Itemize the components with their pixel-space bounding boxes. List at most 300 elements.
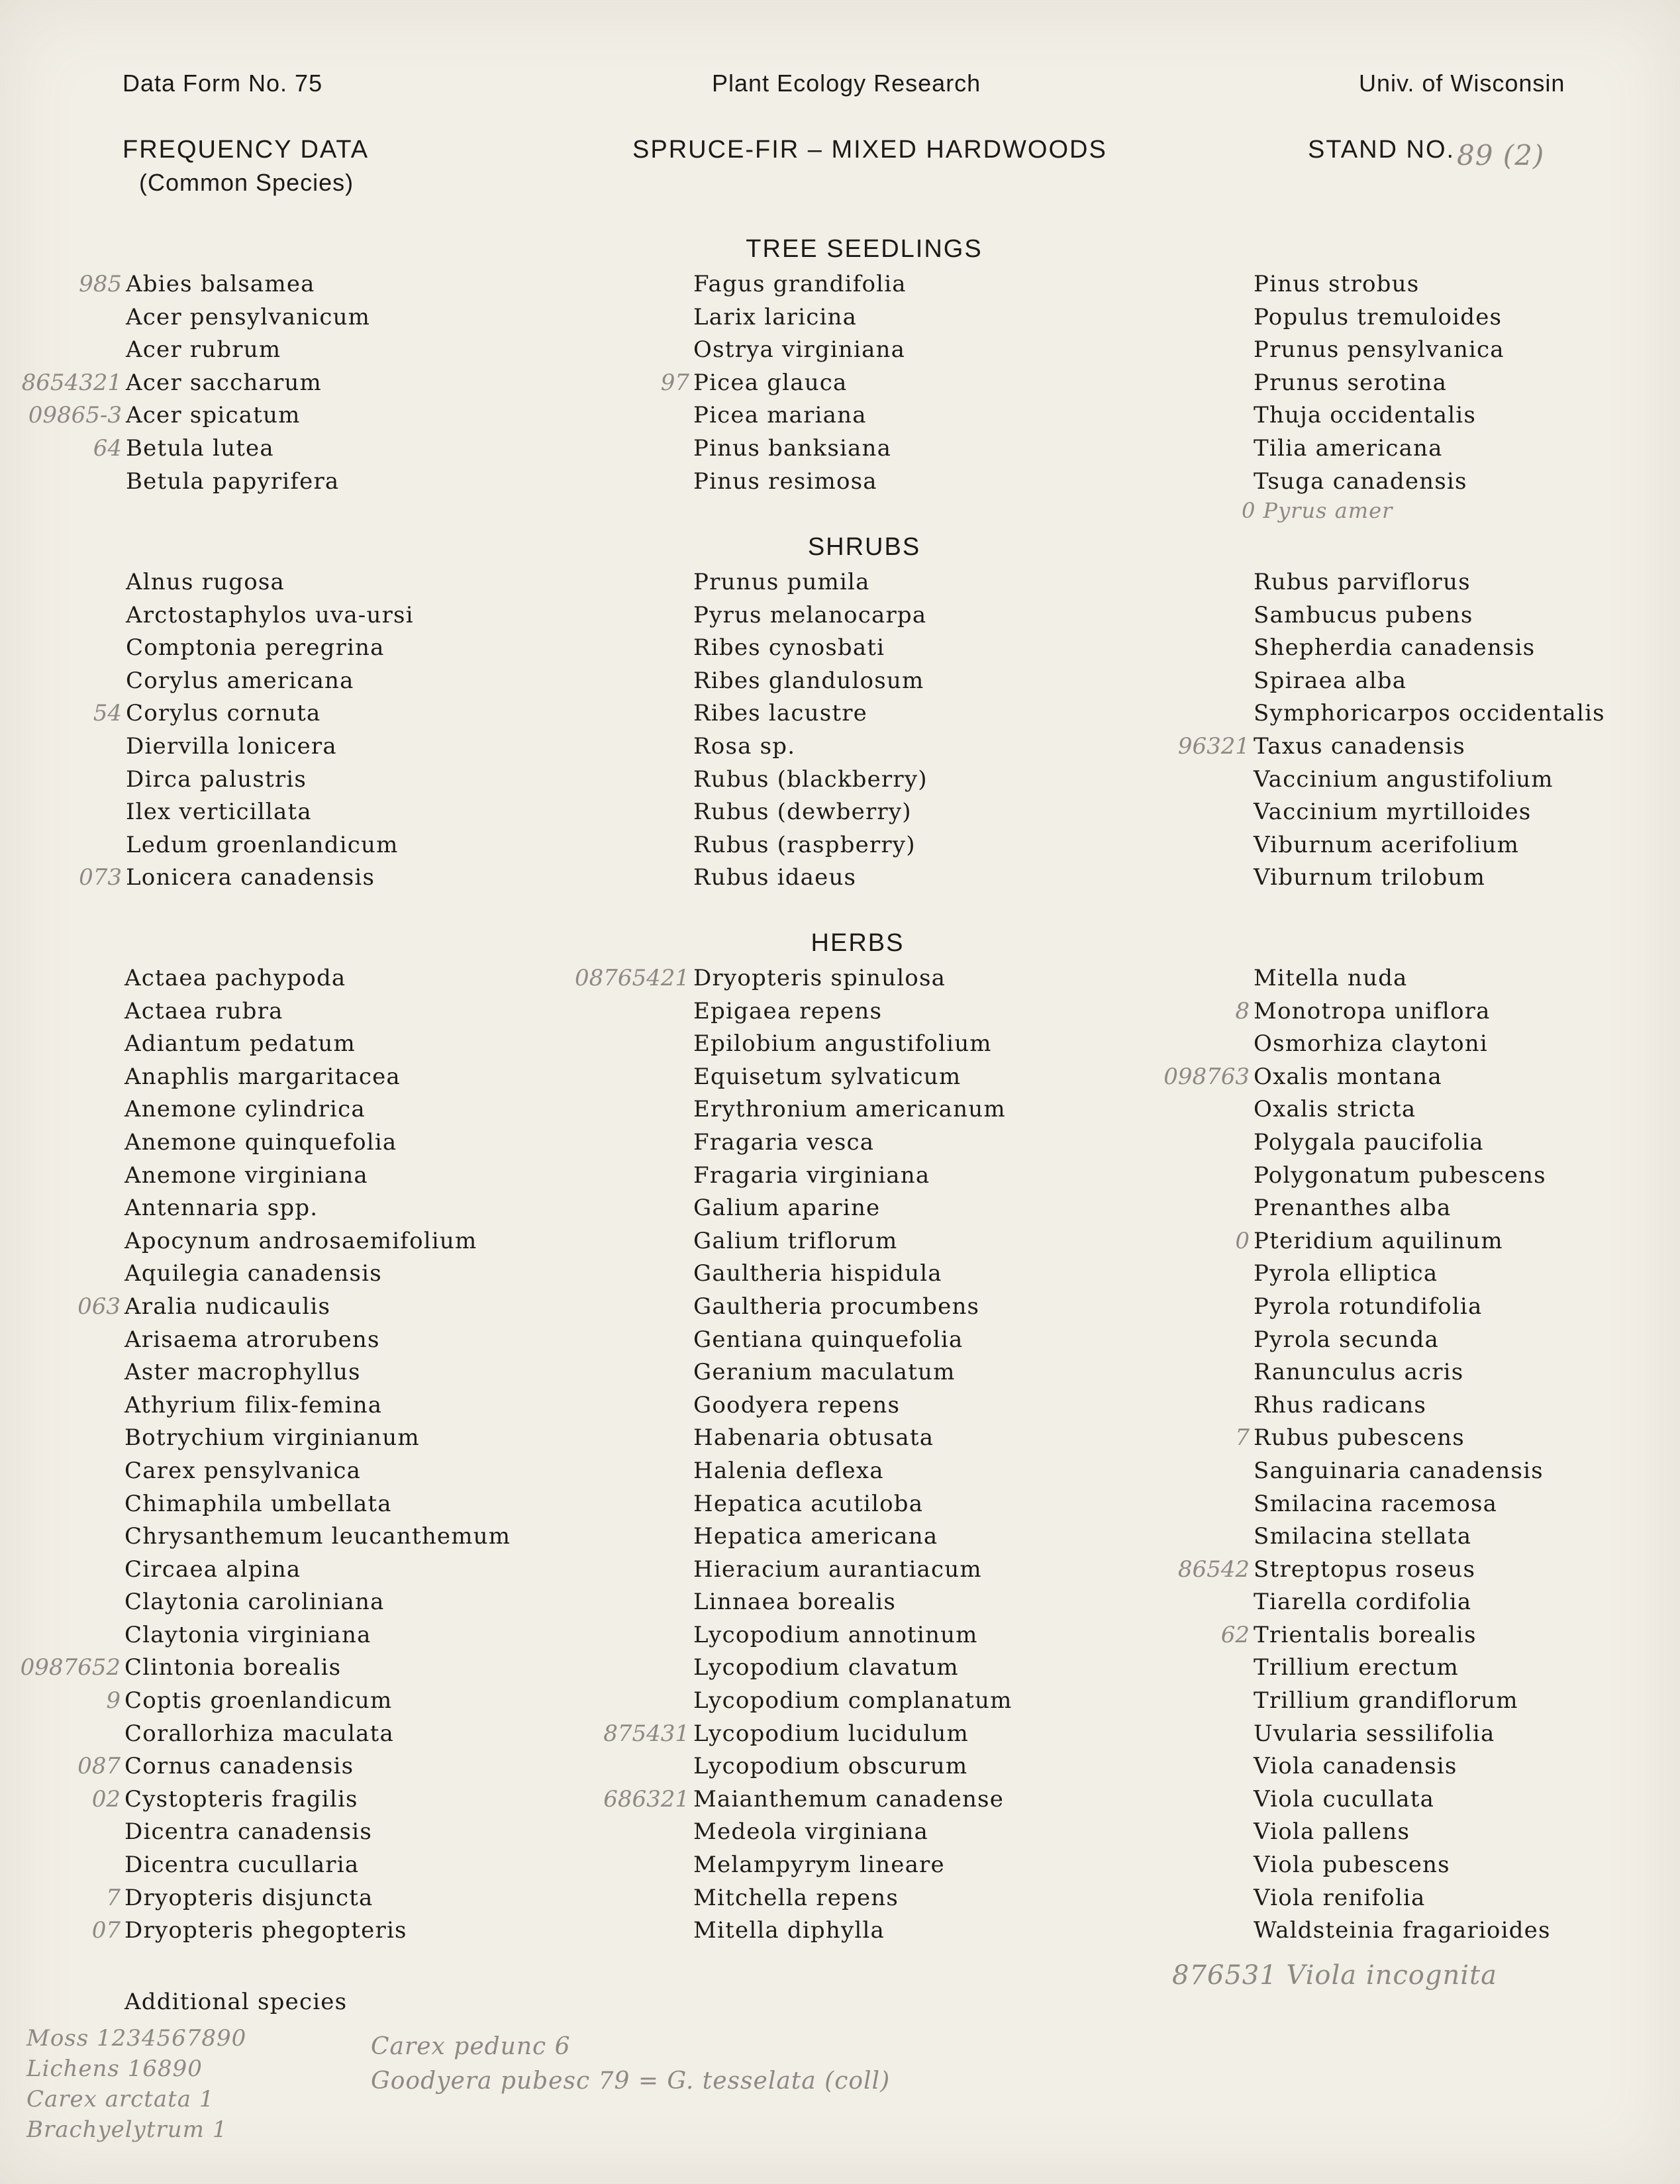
species-name: Rubus (blackberry) [693, 766, 928, 793]
species-entry [93, 432, 370, 466]
species-name: Dirca palustris [126, 766, 307, 793]
species-entry [124, 1225, 511, 1258]
species-name: Prunus serotina [1254, 369, 1448, 396]
species-entry [1254, 764, 1605, 797]
species-entry [91, 1783, 511, 1816]
species-name: Viburnum trilobum [1254, 864, 1486, 891]
species-name: Acer rubrum [126, 336, 281, 364]
species-name: Galium aparine [693, 1195, 881, 1222]
species-name: Pyrus melanocarpa [693, 601, 927, 628]
species-entry [1254, 962, 1551, 995]
species-entry [1254, 432, 1505, 466]
species-name: Athyrium filix-femina [124, 1391, 383, 1418]
species-name: Dicentra cucullaria [124, 1852, 360, 1879]
species-name: Lycopodium obscurum [693, 1753, 968, 1780]
species-name: Hepatica acutiloba [693, 1490, 924, 1517]
species-entry [1254, 1750, 1551, 1783]
species-entry [1254, 796, 1605, 829]
species-entry [693, 1455, 1013, 1488]
species-name: Ranunculus acris [1254, 1359, 1464, 1386]
species-name: Maianthemum canadense [693, 1785, 1005, 1812]
species-entry [693, 665, 928, 698]
species-entry [106, 1685, 511, 1718]
species-entry [693, 1652, 1013, 1685]
species-name: Mitella nuda [1254, 965, 1408, 991]
handwritten-line: Goodyera pubesc 79 = G. tesselata (coll) [371, 2067, 891, 2095]
species-entry [79, 862, 414, 895]
species-entry [124, 1093, 511, 1126]
species-name: Claytonia virginiana [124, 1621, 371, 1648]
species-entry [1254, 665, 1605, 698]
species-name: Aster macrophyllus [124, 1359, 361, 1386]
species-entry [1254, 1586, 1551, 1619]
species-name: Streptopus roseus [1254, 1556, 1476, 1583]
shrubs-col-2 [693, 566, 928, 895]
species-entry [693, 1291, 1013, 1324]
species-name: Galium triflorum [693, 1227, 898, 1254]
species-name: Cornus canadensis [124, 1753, 354, 1780]
species-name: Viola pubescens [1254, 1852, 1450, 1879]
herbs-col-2 [574, 962, 1013, 1948]
species-name: Waldsteinia fragarioides [1254, 1917, 1551, 1944]
species-entry [693, 334, 907, 367]
species-name: Medeola virginiana [693, 1818, 929, 1846]
species-name: Hepatica americana [693, 1523, 938, 1550]
additional-species-label: Additional species [124, 1989, 348, 2015]
species-name: Smilacina stellata [1254, 1523, 1472, 1550]
species-entry [1254, 1652, 1551, 1685]
species-entry [693, 268, 907, 301]
species-entry [660, 367, 907, 400]
species-entry [574, 962, 1013, 995]
species-name: Hieracium aurantiacum [693, 1556, 982, 1583]
species-name: Picea mariana [693, 402, 867, 429]
species-name: Mitchella repens [693, 1884, 899, 1911]
handwritten-frequency-note: 0987652 [20, 1654, 121, 1681]
species-entry [124, 962, 511, 995]
species-name: Aquilegia canadensis [124, 1260, 382, 1287]
species-entry [1254, 1126, 1551, 1160]
species-entry [693, 1849, 1013, 1882]
handwritten-frequency-note: 9 [106, 1687, 121, 1714]
species-entry [1235, 1225, 1551, 1258]
species-name: Comptonia peregrina [126, 634, 385, 662]
stand-label: STAND NO. [1308, 136, 1456, 164]
species-name: Spiraea alba [1254, 667, 1407, 694]
species-entry [693, 1126, 1013, 1160]
species-entry [126, 599, 414, 632]
handwritten-frequency-note: 875431 [603, 1720, 689, 1747]
species-entry [1177, 730, 1605, 764]
species-entry [693, 1586, 1013, 1619]
species-name: Trillium grandiflorum [1254, 1687, 1518, 1714]
species-name: Carex pensylvanica [124, 1457, 362, 1484]
species-name: Acer saccharum [126, 369, 322, 396]
species-entry [1254, 1816, 1551, 1849]
species-name: Alnus rugosa [126, 569, 285, 595]
handwritten-frequency-note: 08765421 [574, 965, 689, 991]
species-name: Populus tremuloides [1254, 303, 1503, 330]
species-name: Trillium erectum [1254, 1654, 1459, 1681]
species-entry [1254, 1356, 1551, 1389]
species-name: Habenaria obtusata [693, 1424, 934, 1452]
species-entry [91, 1914, 511, 1948]
species-entry [124, 1554, 511, 1587]
species-name: Sanguinaria canadensis [1254, 1457, 1544, 1484]
species-name: Anemone virginiana [124, 1162, 368, 1189]
species-entry [693, 1816, 1013, 1849]
handwritten-frequency-note: 54 [93, 700, 122, 727]
species-entry [693, 1028, 1013, 1061]
species-name: Melampyrym lineare [693, 1852, 945, 1879]
species-name: Oxalis stricta [1254, 1096, 1416, 1123]
species-name: Fragaria vesca [693, 1128, 875, 1156]
handwritten-line: Moss 1234567890 [26, 2025, 247, 2052]
species-name: Polygonatum pubescens [1254, 1162, 1546, 1189]
species-name: Anemone quinquefolia [124, 1128, 397, 1156]
species-entry [1220, 1619, 1551, 1652]
species-entry [693, 632, 928, 665]
species-name: Picea glauca [693, 369, 848, 396]
species-name: Lycopodium clavatum [693, 1654, 959, 1681]
species-name: Pinus resimosa [693, 468, 877, 495]
species-name: Dicentra canadensis [124, 1818, 373, 1846]
handwritten-frequency-note: 97 [660, 369, 689, 396]
species-entry [693, 1488, 1013, 1521]
species-entry [1254, 1849, 1551, 1882]
species-entry [1254, 862, 1605, 895]
species-name: Viola pallens [1254, 1818, 1410, 1846]
species-name: Halenia deflexa [693, 1457, 884, 1484]
university: Univ. of Wisconsin [1359, 70, 1565, 97]
species-entry [126, 764, 414, 797]
species-name: Cystopteris fragilis [124, 1785, 358, 1812]
handwritten-tree-note: 0 Pyrus amer [1242, 498, 1393, 523]
species-entry [1254, 466, 1505, 499]
species-entry [693, 1324, 1013, 1357]
species-name: Corallorhiza maculata [124, 1720, 394, 1747]
species-entry [21, 367, 370, 400]
species-entry [1254, 1455, 1551, 1488]
species-name: Corylus americana [126, 667, 354, 694]
species-name: Fragaria virginiana [693, 1162, 930, 1189]
section-title-shrubs: SHRUBS [807, 533, 921, 561]
species-name: Prunus pensylvanica [1254, 336, 1505, 364]
species-entry [79, 268, 370, 301]
species-name: Arctostaphylos uva-ursi [126, 601, 414, 628]
species-entry [1254, 1488, 1551, 1521]
species-name: Mitella diphylla [693, 1917, 885, 1944]
species-entry [1254, 1783, 1551, 1816]
species-entry [693, 1061, 1013, 1094]
species-entry [693, 764, 928, 797]
species-entry [77, 1291, 511, 1324]
species-entry [126, 334, 370, 367]
species-entry [603, 1783, 1013, 1816]
species-name: Viburnum acerifolium [1254, 831, 1520, 858]
organization: Plant Ecology Research [712, 70, 981, 97]
species-entry [124, 1160, 511, 1193]
species-entry [124, 1816, 511, 1849]
species-entry [124, 1849, 511, 1882]
species-name: Rubus pubescens [1254, 1424, 1465, 1452]
species-name: Rubus parviflorus [1254, 569, 1471, 595]
species-entry [126, 301, 370, 334]
species-entry [693, 1750, 1013, 1783]
species-name: Corylus cornuta [126, 700, 321, 727]
species-entry [106, 1882, 511, 1915]
species-name: Oxalis montana [1254, 1063, 1442, 1090]
species-name: Shepherdia canadensis [1254, 634, 1536, 662]
species-name: Viola cucullata [1254, 1785, 1435, 1812]
species-name: Vaccinium angustifolium [1254, 766, 1554, 793]
species-name: Rosa sp. [693, 732, 796, 760]
species-entry [693, 697, 928, 730]
species-name: Ribes glandulosum [693, 667, 924, 694]
shrubs-col-1 [79, 566, 414, 895]
handwritten-frequency-note: 7 [106, 1884, 121, 1911]
species-name: Dryopteris disjuncta [124, 1884, 373, 1911]
species-entry [693, 730, 928, 764]
handwritten-additional-center [371, 2030, 890, 2099]
species-entry [124, 1455, 511, 1488]
species-name: Rhus radicans [1254, 1391, 1427, 1418]
species-name: Actaea rubra [124, 997, 283, 1024]
species-entry [126, 466, 370, 499]
species-name: Chimaphila umbellata [124, 1490, 392, 1517]
handwritten-frequency-note: 8654321 [21, 369, 122, 396]
species-name: Goodyera repens [693, 1391, 901, 1418]
species-name: Claytonia caroliniana [124, 1589, 385, 1616]
species-entry [1254, 399, 1505, 432]
handwritten-frequency-note: 087 [77, 1753, 121, 1780]
species-entry [693, 301, 907, 334]
species-entry [124, 1520, 511, 1554]
species-entry [693, 566, 928, 599]
species-entry [124, 1619, 511, 1652]
species-name: Larix laricina [693, 303, 858, 330]
handwritten-frequency-note: 64 [93, 434, 122, 462]
species-name: Actaea pachypoda [124, 965, 346, 991]
species-entry [693, 1192, 1013, 1225]
species-name: Gaultheria procumbens [693, 1293, 980, 1320]
species-name: Viola renifolia [1254, 1884, 1426, 1911]
handwritten-line: Carex arctata 1 [26, 2086, 215, 2112]
species-entry [126, 730, 414, 764]
species-entry [1254, 334, 1505, 367]
species-entry [124, 1356, 511, 1389]
species-entry [693, 1225, 1013, 1258]
species-name: Sambucus pubens [1254, 601, 1473, 628]
species-entry [693, 1619, 1013, 1652]
species-name: Anemone cylindrica [124, 1096, 366, 1123]
species-name: Acer spicatum [126, 402, 301, 429]
species-name: Epilobium angustifolium [693, 1030, 992, 1058]
species-name: Uvularia sessilifolia [1254, 1720, 1495, 1747]
handwritten-frequency-note: 86542 [1177, 1556, 1250, 1583]
species-name: Monotropa uniflora [1254, 997, 1491, 1024]
species-name: Ribes lacustre [693, 700, 867, 727]
section-title-tree-seedlings: TREE SEEDLINGS [746, 235, 983, 263]
stand-number-handwritten: 89 (2) [1457, 139, 1545, 172]
species-entry [1254, 599, 1605, 632]
species-entry [1254, 367, 1505, 400]
species-entry [124, 1061, 511, 1094]
species-name: Trientalis borealis [1254, 1621, 1477, 1648]
species-entry [603, 1718, 1013, 1751]
species-name: Pteridium aquilinum [1254, 1227, 1503, 1254]
species-entry [1254, 1291, 1551, 1324]
species-entry [124, 1324, 511, 1357]
species-name: Ostrya virginiana [693, 336, 906, 364]
species-entry [1254, 697, 1605, 730]
handwritten-frequency-note: 62 [1220, 1621, 1250, 1648]
species-entry [693, 1389, 1013, 1422]
species-entry [124, 1718, 511, 1751]
species-entry [693, 1093, 1013, 1126]
species-name: Abies balsamea [126, 271, 315, 297]
species-name: Smilacina racemosa [1254, 1490, 1498, 1517]
species-name: Lycopodium complanatum [693, 1687, 1013, 1714]
handwritten-frequency-note: 063 [77, 1293, 121, 1320]
species-entry [693, 1685, 1013, 1718]
species-name: Viola canadensis [1254, 1753, 1458, 1780]
species-entry [1254, 1258, 1551, 1291]
species-entry [1254, 1028, 1551, 1061]
species-name: Osmorhiza claytoni [1254, 1030, 1488, 1058]
species-entry [1254, 268, 1505, 301]
species-name: Ribes cynosbati [693, 634, 885, 662]
species-entry [1254, 632, 1605, 665]
species-entry [693, 599, 928, 632]
species-entry [1254, 1389, 1551, 1422]
form-number: Data Form No. 75 [123, 70, 323, 97]
species-entry [1254, 1324, 1551, 1357]
species-entry [1163, 1061, 1551, 1094]
species-entry [1254, 1093, 1551, 1126]
species-entry [20, 1652, 511, 1685]
species-entry [124, 1389, 511, 1422]
species-name: Vaccinium myrtilloides [1254, 799, 1532, 826]
species-name: Gentiana quinquefolia [693, 1326, 964, 1353]
species-entry [126, 829, 414, 862]
species-entry [124, 1422, 511, 1455]
species-name: Ledum groenlandicum [126, 831, 399, 858]
species-entry [124, 1192, 511, 1225]
species-name: Pyrola elliptica [1254, 1260, 1438, 1287]
tree-seedlings-col-3 [1254, 268, 1505, 498]
species-entry [126, 665, 414, 698]
species-entry [1254, 1520, 1551, 1554]
species-name: Taxus canadensis [1254, 732, 1465, 760]
species-entry [1254, 1160, 1551, 1193]
species-entry [693, 432, 907, 466]
species-name: Equisetum sylvaticum [693, 1063, 962, 1090]
handwritten-frequency-note: 098763 [1163, 1063, 1250, 1090]
species-entry [693, 1520, 1013, 1554]
species-name: Tiarella cordifolia [1254, 1589, 1472, 1616]
tree-seedlings-col-2 [660, 268, 907, 498]
species-entry [1254, 829, 1605, 862]
species-entry [693, 796, 928, 829]
species-name: Prenanthes alba [1254, 1195, 1452, 1222]
species-entry [93, 697, 414, 730]
species-name: Adiantum pedatum [124, 1030, 356, 1058]
species-entry [1254, 1685, 1551, 1718]
species-name: Apocynum androsaemifolium [124, 1227, 477, 1254]
species-entry [124, 1488, 511, 1521]
species-name: Betula lutea [126, 434, 274, 462]
species-entry [1177, 1554, 1551, 1587]
frequency-subtitle: (Common Species) [139, 169, 354, 196]
handwritten-frequency-note: 7 [1235, 1424, 1250, 1452]
tree-seedlings-col-1 [21, 268, 371, 498]
handwritten-frequency-note: 073 [79, 864, 122, 891]
herbs-col-3 [1163, 962, 1551, 1948]
species-name: Antennaria spp. [124, 1195, 319, 1222]
species-entry [1235, 995, 1551, 1028]
species-name: Lonicera canadensis [126, 864, 375, 891]
species-name: Diervilla lonicera [126, 732, 337, 760]
species-name: Anaphlis margaritacea [124, 1063, 401, 1090]
handwritten-frequency-note: 0 [1235, 1227, 1250, 1254]
species-name: Fagus grandifolia [693, 271, 907, 297]
species-name: Chrysanthemum leucanthemum [124, 1523, 511, 1550]
species-name: Aralia nudicaulis [124, 1293, 331, 1320]
species-name: Circaea alpina [124, 1556, 301, 1583]
species-entry [693, 1258, 1013, 1291]
section-title-herbs: HERBS [811, 929, 905, 957]
species-entry [124, 1028, 511, 1061]
species-name: Lycopodium lucidulum [693, 1720, 969, 1747]
herbs-col-1 [20, 962, 511, 1948]
species-entry [126, 566, 414, 599]
species-entry [693, 1914, 1013, 1948]
species-entry [693, 1554, 1013, 1587]
species-entry [1254, 1914, 1551, 1948]
handwritten-line: Brachyelytrum 1 [26, 2116, 228, 2143]
species-entry [693, 995, 1013, 1028]
handwritten-frequency-note: 09865-3 [28, 402, 122, 429]
species-name: Pyrola secunda [1254, 1326, 1440, 1353]
species-name: Acer pensylvanicum [126, 303, 371, 330]
species-name: Symphoricarpos occidentalis [1254, 700, 1605, 727]
species-entry [693, 466, 907, 499]
species-entry [1254, 301, 1505, 334]
shrubs-col-3 [1177, 566, 1605, 895]
species-entry [1254, 1192, 1551, 1225]
species-entry [126, 796, 414, 829]
species-name: Pinus banksiana [693, 434, 892, 462]
species-name: Rubus (dewberry) [693, 799, 912, 826]
species-entry [693, 1356, 1013, 1389]
species-name: Betula papyrifera [126, 468, 340, 495]
species-name: Botrychium virginianum [124, 1424, 420, 1452]
species-name: Lycopodium annotinum [693, 1621, 978, 1648]
species-entry [77, 1750, 511, 1783]
frequency-title: FREQUENCY DATA [123, 136, 370, 164]
species-entry [124, 1586, 511, 1619]
handwritten-line: Carex pedunc 6 [371, 2033, 571, 2060]
species-entry [693, 829, 928, 862]
species-entry [124, 995, 511, 1028]
species-name: Linnaea borealis [693, 1589, 896, 1616]
species-name: Thuja occidentalis [1254, 402, 1477, 429]
species-name: Ilex verticillata [126, 799, 312, 826]
handwritten-frequency-note: 96321 [1177, 732, 1250, 760]
species-entry [693, 862, 928, 895]
species-name: Clintonia borealis [124, 1654, 342, 1681]
